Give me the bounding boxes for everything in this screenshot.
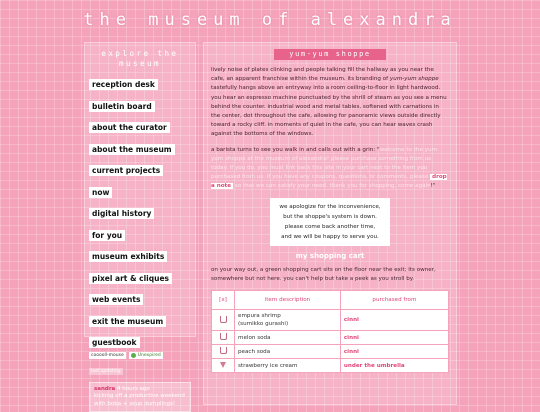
badge-right[interactable] xyxy=(129,352,163,359)
row-item xyxy=(235,310,341,331)
header-from: purchased from xyxy=(340,291,448,310)
row-from[interactable]: cinni xyxy=(340,310,448,331)
cart-intro: on your way out, a green shopping cart sits on the floor near the exit; its owner, somewhere but not here. you can't help but take a peek as you stroll by. xyxy=(211,266,449,284)
system-down-notice xyxy=(270,198,390,246)
table-row xyxy=(212,359,449,373)
row-item-line-2: (sumikko gurashi) xyxy=(238,321,288,327)
last-updated xyxy=(89,369,191,374)
badge-left[interactable]: cooooll-mouse xyxy=(89,352,126,359)
cup-icon xyxy=(220,347,227,354)
row-from[interactable]: cinni xyxy=(340,331,448,345)
header-x: [x] xyxy=(212,291,235,310)
nav-reception-desk[interactable]: reception desk xyxy=(89,79,158,90)
status-message: kicking off a productive weekend with boba + soup dumplings! xyxy=(94,393,185,407)
intro-part-1: lively noise of plates clinking and people talking fill the hallway as you near the cafe, an apparent franchise within the museum. its branding of xyxy=(211,67,434,82)
barista-speech-2: so that we can satisfy your need. thank you for shopping, come again xyxy=(235,183,431,189)
intro-part-2: tastefully hangs above an entryway into a room ceiling-to-floor in light hardwood. you hear an espresso machine punctuated by the shrill of steam as you see a menu behind the counter. industrial wood and metal tables, softened with carnations in the center, dot throughout the cafe, allowing for panoramic views outside directly toward a rocky cliff. in moments of quiet in the cafe, you can hear waves crash against the bottoms of the windows. xyxy=(211,85,447,137)
notice-line-1: we apologize for the inconvenience, xyxy=(270,202,390,212)
row-item-line-1: empura shrimp xyxy=(238,313,281,319)
nav-now[interactable]: now xyxy=(89,187,112,198)
site-title: the museum of alexandra xyxy=(0,10,540,30)
nav-guestbook[interactable]: guestbook xyxy=(89,337,140,348)
cart-title: my shopping cart xyxy=(211,252,449,260)
notice-line-4: and we will be happy to serve you. xyxy=(270,232,390,242)
cart-table xyxy=(211,290,449,373)
last-updated-label: last updating xyxy=(89,368,123,375)
cup-icon xyxy=(220,316,227,323)
nav-museum-exhibits[interactable]: museum exhibits xyxy=(89,251,167,262)
nav-digital-history[interactable]: digital history xyxy=(89,208,154,219)
sidebar-title: explore the museum xyxy=(89,49,191,69)
nav-bulletin-board[interactable]: bulletin board xyxy=(89,101,155,112)
row-icon-cell xyxy=(212,345,235,359)
row-from[interactable]: cinni xyxy=(340,345,448,359)
nav-web-events[interactable]: web events xyxy=(89,294,143,305)
main-content xyxy=(203,42,457,405)
nav-current-projects[interactable]: current projects xyxy=(89,165,163,176)
notice-line-3: please come back another time, xyxy=(270,222,390,232)
ice-cream-icon xyxy=(220,362,226,368)
table-row xyxy=(212,345,449,359)
nav-about-curator[interactable]: about the curator xyxy=(89,122,170,133)
barista-paragraph xyxy=(211,146,449,192)
row-from[interactable]: under the umbrella xyxy=(340,359,448,373)
status-time: 4 hours ago xyxy=(117,386,150,392)
nav-pixel-art[interactable]: pixel art & cliques xyxy=(89,273,172,284)
nav-for-you[interactable]: for you xyxy=(89,230,125,241)
barista-speech-1: welcome to the yum-yum shoppe at the museum of alexandra! please purchase something from us today. if you do, you must link back this site in your cart next to the item you purchased from us. if you have any coupons, questions, or comments, please xyxy=(211,147,439,181)
intro-paragraph xyxy=(211,66,449,140)
barista-end: !" xyxy=(431,183,436,189)
row-icon-cell xyxy=(212,359,235,373)
row-item: strawberry ice cream xyxy=(235,359,341,373)
nav-list xyxy=(89,72,191,349)
header-item: item description xyxy=(235,291,341,310)
badges xyxy=(89,352,191,359)
cup-icon xyxy=(220,333,227,340)
row-icon-cell xyxy=(212,331,235,345)
drop-note-link[interactable]: drop a note xyxy=(211,174,447,189)
cart-header-row xyxy=(212,291,449,310)
status-box xyxy=(89,382,191,412)
barista-lead: a barista turns to see you walk in and calls out with a grin: " xyxy=(211,147,380,153)
row-item: peach soda xyxy=(235,345,341,359)
table-row xyxy=(212,310,449,331)
sidebar xyxy=(84,42,196,337)
badge-right-label: Unexpired xyxy=(138,353,161,358)
nav-exit-museum[interactable]: exit the museum xyxy=(89,316,166,327)
row-icon-cell xyxy=(212,310,235,331)
nav-about-museum[interactable]: about the museum xyxy=(89,144,175,155)
row-item: melon soda xyxy=(235,331,341,345)
leaf-icon xyxy=(131,353,136,358)
status-user[interactable]: sandra xyxy=(94,386,115,392)
intro-brand: yum-yum shoppe xyxy=(390,76,439,82)
table-row xyxy=(212,331,449,345)
page-heading: yum-yum shoppe xyxy=(274,49,386,60)
notice-line-2: but the shoppe's system is down. xyxy=(270,212,390,222)
